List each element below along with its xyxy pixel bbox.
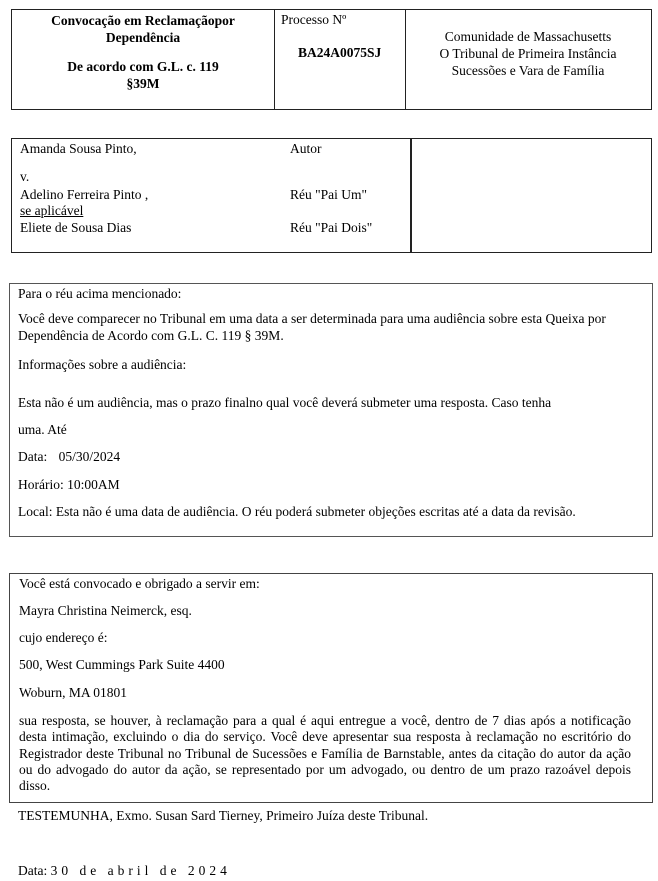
service-intro: Você está convocado e obrigado a servir em: <box>19 576 260 591</box>
parties-divider <box>410 139 412 252</box>
address-line2: Woburn, MA 01801 <box>19 685 128 700</box>
address-label: cujo endereço é: <box>19 630 108 645</box>
issue-date: 30 de abril de 2024 <box>50 863 231 878</box>
time-value: 10:00AM <box>67 477 120 492</box>
statute-line2: §39M <box>126 76 160 91</box>
deadline-line1: Esta não é um audiência, mas o prazo finalno qual você deverá submeter uma resposta. Caso tenha <box>18 395 552 410</box>
summons-title-line1: Convocação em Reclamaçãopor <box>51 13 235 28</box>
hearing-info-label: Informações sobre a audiência: <box>18 357 187 372</box>
plaintiff-name: Amanda Sousa Pinto, <box>20 141 137 156</box>
parties-box <box>11 138 652 253</box>
time-row <box>18 477 120 493</box>
plaintiff-role: Autor <box>290 141 322 156</box>
addressee-line: Para o réu acima mencionado: <box>18 286 182 301</box>
statute-line1: De acordo com G.L. c. 119 <box>67 59 219 74</box>
case-number: BA24A0075SJ <box>298 45 382 60</box>
service-body: sua resposta, se houver, à reclamação para a qual é aqui entregue a você, dentro de 7 dias após a notificação desta intimação, excluindo o dia do serviço. Você deve apresentar sua resposta à reclamação no escritório do Registrador deste Tribunal no Tribunal de Sucessões e Família de Barnstable, antes da citação do autor da ação ou do advogado do autor da ação, se representado por um advogado, ou dentro de um prazo razoável depois disso. <box>19 713 631 794</box>
defendant1-role: Réu "Pai Um" <box>290 187 368 202</box>
title-cell <box>12 10 275 109</box>
location-label: Local: <box>18 504 53 519</box>
deadline-date: 05/30/2024 <box>58 449 121 464</box>
time-label: Horário: <box>18 477 64 492</box>
witness-line: TESTEMUNHA, Exmo. Susan Sard Tierney, Primeiro Juíza deste Tribunal. <box>18 808 429 823</box>
court-line2: O Tribunal de Primeira Instância <box>439 46 617 61</box>
case-number-cell <box>274 10 406 109</box>
deadline-date-row <box>18 449 120 465</box>
address-line1: 500, West Cummings Park Suite 4400 <box>19 657 225 672</box>
issue-date-label: Data: <box>18 863 48 878</box>
notice-box <box>9 283 653 537</box>
date-label: Data: <box>18 449 48 464</box>
location-row <box>18 504 576 520</box>
if-applicable-note: se aplicável <box>20 203 84 218</box>
court-line3: Sucessões e Vara de Família <box>451 63 605 78</box>
issue-date-row <box>18 863 231 879</box>
case-number-label: Processo Nº <box>281 12 347 27</box>
defendant2-name: Eliete de Sousa Dias <box>20 220 132 235</box>
defendant1-name: Adelino Ferreira Pinto , <box>20 187 149 202</box>
appear-line1: Você deve comparecer no Tribunal em uma data a ser determinada para uma audiência sobre esta Queixa por <box>18 311 606 326</box>
location-value: Esta não é uma data de audiência. O réu poderá submeter objeções escritas até a data da revisão. <box>55 504 576 519</box>
summons-title-line2: Dependência <box>105 30 181 45</box>
header-table <box>11 9 652 110</box>
versus-label: v. <box>20 169 30 184</box>
appear-line2: Dependência de Acordo com G.L. C. 119 § 39M. <box>18 328 284 343</box>
court-cell <box>405 10 651 109</box>
court-line1: Comunidade de Massachusetts <box>444 29 612 44</box>
deadline-line2: uma. Até <box>18 422 67 437</box>
attorney-name: Mayra Christina Neimerck, esq. <box>19 603 192 618</box>
service-box <box>9 573 653 803</box>
defendant2-role: Réu "Pai Dois" <box>290 220 373 235</box>
